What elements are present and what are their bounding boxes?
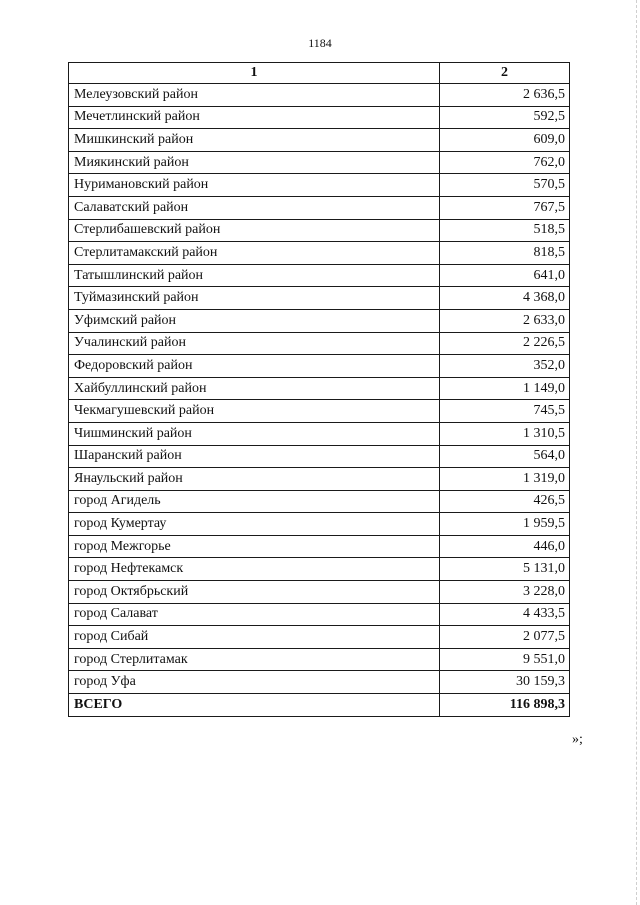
budget-table-container	[68, 62, 570, 717]
page-number: 1184	[308, 36, 332, 50]
district-value: 564,0	[440, 445, 570, 468]
table-row	[69, 129, 570, 152]
district-value: 1 149,0	[440, 377, 570, 400]
page-edge-line	[636, 0, 637, 905]
district-name: город Межгорье	[69, 535, 440, 558]
district-name: город Кумертау	[69, 513, 440, 536]
district-name: Чишминский район	[69, 422, 440, 445]
district-value: 2 636,5	[440, 84, 570, 107]
table-row	[69, 151, 570, 174]
district-value: 3 228,0	[440, 581, 570, 604]
table-row	[69, 626, 570, 649]
district-name: город Нефтекамск	[69, 558, 440, 581]
district-name: Уфимский район	[69, 309, 440, 332]
column-header-1: 1	[69, 63, 440, 84]
district-name: город Октябрьский	[69, 581, 440, 604]
table-row	[69, 400, 570, 423]
district-name: город Агидель	[69, 490, 440, 513]
table-row	[69, 219, 570, 242]
district-value: 4 368,0	[440, 287, 570, 310]
district-name: Федоровский район	[69, 355, 440, 378]
table-row	[69, 581, 570, 604]
header-row	[69, 63, 570, 84]
district-value: 1 310,5	[440, 422, 570, 445]
district-name: Стерлибашевский район	[69, 219, 440, 242]
district-value: 2 077,5	[440, 626, 570, 649]
district-name: город Уфа	[69, 671, 440, 694]
district-name: Нуримановский район	[69, 174, 440, 197]
district-value: 9 551,0	[440, 648, 570, 671]
district-value: 30 159,3	[440, 671, 570, 694]
table-row	[69, 490, 570, 513]
district-name: Янаульский район	[69, 468, 440, 491]
table-row	[69, 196, 570, 219]
district-value: 767,5	[440, 196, 570, 219]
table-row	[69, 355, 570, 378]
district-name: город Стерлитамак	[69, 648, 440, 671]
table-row	[69, 513, 570, 536]
district-value: 745,5	[440, 400, 570, 423]
district-value: 570,5	[440, 174, 570, 197]
column-header-2: 2	[440, 63, 570, 84]
table-row	[69, 84, 570, 107]
table-row	[69, 377, 570, 400]
district-value: 5 131,0	[440, 558, 570, 581]
district-name: Хайбуллинский район	[69, 377, 440, 400]
district-value: 592,5	[440, 106, 570, 129]
district-name: Мечетлинский район	[69, 106, 440, 129]
closing-quote-mark: »;	[572, 732, 583, 747]
district-name: Мелеузовский район	[69, 84, 440, 107]
table-row	[69, 535, 570, 558]
budget-table	[68, 62, 570, 717]
table-row	[69, 445, 570, 468]
table-row	[69, 558, 570, 581]
district-value: 2 633,0	[440, 309, 570, 332]
district-value: 609,0	[440, 129, 570, 152]
district-name: Туймазинский район	[69, 287, 440, 310]
district-value: 1 959,5	[440, 513, 570, 536]
district-value: 446,0	[440, 535, 570, 558]
total-label: ВСЕГО	[69, 694, 440, 717]
district-name: Мишкинский район	[69, 129, 440, 152]
district-name: Салаватский район	[69, 196, 440, 219]
district-value: 4 433,5	[440, 603, 570, 626]
district-value: 518,5	[440, 219, 570, 242]
district-name: Стерлитамакский район	[69, 242, 440, 265]
district-value: 818,5	[440, 242, 570, 265]
district-name: Чекмагушевский район	[69, 400, 440, 423]
district-value: 426,5	[440, 490, 570, 513]
table-row	[69, 287, 570, 310]
table-body	[69, 84, 570, 717]
table-row	[69, 106, 570, 129]
district-name: город Сибай	[69, 626, 440, 649]
district-name: Учалинский район	[69, 332, 440, 355]
total-row	[69, 694, 570, 717]
district-value: 641,0	[440, 264, 570, 287]
district-name: город Салават	[69, 603, 440, 626]
table-row	[69, 264, 570, 287]
table-row	[69, 422, 570, 445]
district-value: 762,0	[440, 151, 570, 174]
district-name: Миякинский район	[69, 151, 440, 174]
table-row	[69, 174, 570, 197]
table-row	[69, 468, 570, 491]
table-row	[69, 309, 570, 332]
table-row	[69, 671, 570, 694]
table-row	[69, 332, 570, 355]
district-value: 2 226,5	[440, 332, 570, 355]
district-name: Шаранский район	[69, 445, 440, 468]
district-name: Татышлинский район	[69, 264, 440, 287]
district-value: 352,0	[440, 355, 570, 378]
table-row	[69, 648, 570, 671]
table-row	[69, 603, 570, 626]
table-row	[69, 242, 570, 265]
district-value: 1 319,0	[440, 468, 570, 491]
total-value: 116 898,3	[440, 694, 570, 717]
